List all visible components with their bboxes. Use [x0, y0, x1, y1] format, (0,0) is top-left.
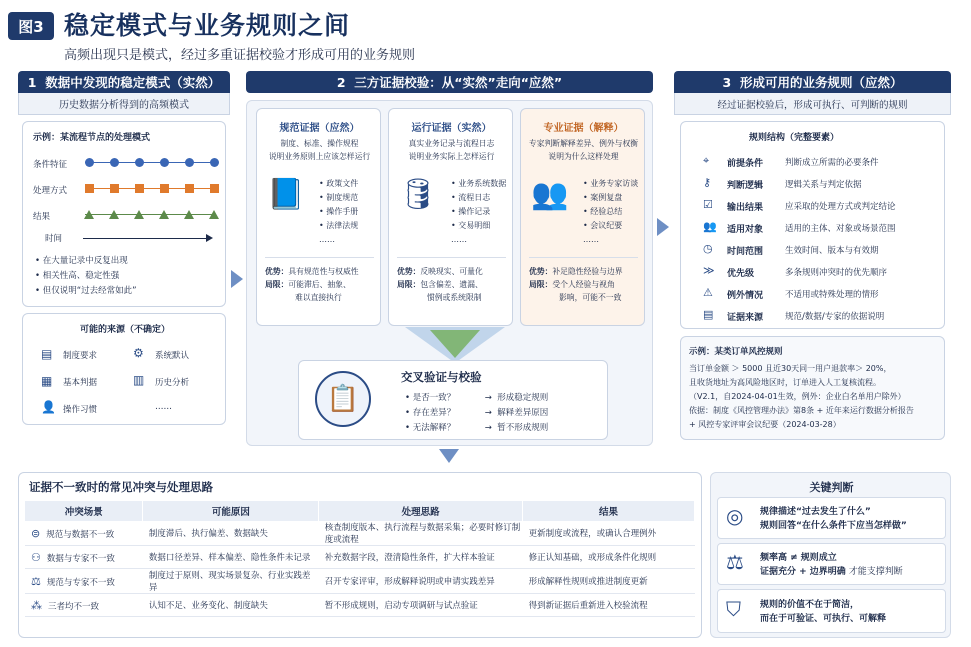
conflict-result: 修正认知基础，或形成条件化规则 — [523, 546, 695, 569]
result-triangle — [84, 210, 94, 219]
conflict-reason: 制度滞后、执行偏差、数据缺失 — [143, 521, 319, 546]
column-3-header — [674, 71, 951, 93]
rule-item — [681, 174, 946, 194]
bullet-3: • 但仅说明“过去经常如此” — [35, 286, 137, 296]
gear-icon: ⚙ — [133, 346, 144, 360]
conflict-approach: 补充数据字段，澄清隐性条件，扩大样本验证 — [319, 546, 523, 569]
condition-dot — [160, 158, 169, 167]
conflict-col-scene: 冲突场景 — [25, 501, 143, 521]
column-3-number: 3 — [722, 74, 732, 90]
conflict-title: 证据不一致时的常见冲突与处理思路 — [29, 480, 213, 494]
evidence-card-desc: 制度、标准、操作规程 说明业务原则上应该怎样运行 — [268, 139, 371, 161]
conflict-scene: ⁂ 三者均不一致 — [25, 594, 143, 617]
document-icon: ▤ — [703, 308, 714, 321]
column-1-subheader: 历史数据分析得到的高频模式 — [18, 93, 230, 115]
rule-item-key: 前提条件 — [727, 159, 764, 169]
conflict-approach: 召开专家评审，形成解释说明或申请实践差异 — [319, 569, 523, 594]
time-arrow-icon — [206, 234, 213, 242]
rule-example-line-1: 当订单金额 ＞ 5000 且近30天同一用户退款率＞ 20%， — [689, 364, 892, 373]
figure-badge: 图3 — [8, 12, 54, 40]
arrow-down-icon — [439, 449, 459, 463]
conflict-result: 更新制度或流程，或确认合理例外 — [523, 521, 695, 546]
row-label-method: 处理方式 — [33, 186, 68, 196]
evidence-item: • 业务专家访谈 — [583, 179, 639, 188]
conflict-result: 得到新证据后重新进入校验流程 — [523, 594, 695, 617]
evidence-item: …… — [583, 235, 599, 244]
rule-item-key: 适用对象 — [727, 225, 764, 235]
pattern-bullets — [35, 254, 137, 299]
rule-item-key: 优先级 — [727, 269, 755, 279]
conflict-reason: 认知不足、业务变化、制度缺失 — [143, 594, 319, 617]
evidence-item: • 会议纪要 — [583, 221, 623, 230]
rule-item-value: 适用的主体、对象或场景范围 — [785, 224, 896, 234]
method-square — [110, 184, 119, 193]
key-item-3-text: 规则的价值不在于简洁， 而在于可验证、可执行、可解释 — [760, 600, 887, 624]
evidence-card-proscons: 优势：具有规范性与权威性 局限：可能滞后、抽象、 难以直接执行 — [265, 267, 359, 302]
conflict-scene: ⚇ 数据与专家不一致 — [25, 546, 143, 569]
arrow-right-icon-1 — [231, 270, 243, 288]
evidence-card-2 — [388, 108, 513, 326]
rule-example-line-3: （V2.1，自2024-04-01生效，例外：企业白名单用户除外） — [689, 392, 906, 401]
evidence-item: • 业务系统数据 — [451, 179, 507, 188]
target-icon: ◎ — [726, 504, 744, 528]
conflict-row — [25, 546, 695, 569]
rule-item-value: 逻辑关系与判定依据 — [785, 180, 862, 190]
pattern-example-panel — [22, 121, 226, 307]
evidence-card-title: 规范证据（应然） — [279, 123, 360, 134]
key-item-1 — [717, 497, 946, 539]
checklist-icon: ☑ — [703, 198, 713, 211]
page-title: 稳定模式与业务规则之间 — [64, 11, 351, 40]
people-icon: 👥 — [703, 220, 717, 233]
column-2 — [246, 71, 653, 93]
rule-item — [681, 152, 946, 172]
rule-example-title: 示例：某类订单风控规则 — [689, 347, 783, 357]
source-more: …… — [155, 402, 172, 412]
divider — [529, 257, 638, 258]
evidence-card-proscons: 优势：反映现实、可量化 局限：包含偏差、遗漏、 惯例或系统限制 — [397, 267, 483, 302]
pattern-row-line — [85, 162, 215, 163]
conflict-row — [25, 521, 695, 546]
scale-check-icon: ⊜ — [31, 526, 41, 540]
rule-item — [681, 306, 946, 326]
result-triangle — [184, 210, 194, 219]
person-data-icon: ⚇ — [31, 550, 41, 564]
rule-item-key: 输出结果 — [727, 203, 764, 213]
conflict-col-approach: 处理思路 — [319, 501, 523, 521]
column-1 — [18, 71, 230, 115]
clock-icon: ◷ — [703, 242, 713, 255]
evidence-card-items — [319, 177, 358, 247]
arrow-right-icon-2 — [657, 218, 669, 236]
evidence-card-title: 运行证据（实然） — [411, 123, 492, 134]
conflict-panel — [18, 472, 702, 638]
page-subtitle: 高频出现只是模式，经过多重证据校验才形成可用的业务规则 — [64, 48, 416, 63]
evidence-item: • 流程日志 — [451, 193, 491, 202]
cross-validation-title: 交叉验证与校验 — [401, 370, 482, 384]
column-2-number: 2 — [336, 74, 346, 90]
conflict-row — [25, 569, 695, 594]
rule-item-key: 证据来源 — [727, 313, 764, 323]
bar-chart-icon: ▥ — [133, 373, 145, 387]
row-label-result: 结果 — [33, 212, 51, 222]
evidence-item: • 案例复盘 — [583, 193, 623, 202]
evidence-card-3 — [520, 108, 645, 326]
evidence-card-title: 专业证据（解释） — [543, 123, 624, 134]
rule-item-value: 应采取的处理方式或判定结论 — [785, 202, 896, 212]
evidence-card-items — [451, 177, 506, 247]
person-icon: 👤 — [41, 400, 56, 414]
key-item-3 — [717, 589, 946, 633]
key-item-1-text: 规律描述“过去发生了什么” 规则回答“在什么条件下应当怎样做” — [760, 507, 907, 531]
key-judgment-panel — [710, 472, 951, 638]
method-square — [85, 184, 94, 193]
evidence-item: • 制度规范 — [319, 193, 359, 202]
evidence-item: • 经验总结 — [583, 207, 623, 216]
key-judgment-title: 关键判断 — [809, 481, 854, 494]
cross-validation-list — [405, 391, 548, 436]
pattern-example-title: 示例：某流程节点的处理模式 — [33, 133, 151, 143]
evidence-item: …… — [319, 235, 335, 244]
result-triangle — [109, 210, 119, 219]
rule-example-line-2: 且收货地址为高风险地区时，订单进入人工复核流程。 — [689, 378, 881, 387]
source-history: 历史分析 — [155, 378, 190, 388]
conflict-scene: ⚖ 规范与专家不一致 — [25, 569, 143, 594]
sources-title: 可能的来源（不确定） — [79, 325, 170, 335]
conflict-scene: ⊜ 规范与数据不一致 — [25, 521, 143, 546]
method-square — [135, 184, 144, 193]
conflict-approach: 核查制度版本、执行流程与数据采集；必要时修订制度或流程 — [319, 521, 523, 546]
rule-item — [681, 262, 946, 282]
rule-example-panel — [680, 336, 945, 440]
result-triangle — [159, 210, 169, 219]
rule-item — [681, 240, 946, 260]
rule-item — [681, 196, 946, 216]
evidence-card-desc: 专家判断解释差异、例外与权衡 说明为什么这样处理 — [528, 139, 639, 161]
source-system-default: 系统默认 — [155, 351, 190, 361]
conflict-approach: 暂不形成规则，启动专项调研与试点验证 — [319, 594, 523, 617]
book-icon: 📘 — [267, 177, 305, 212]
cross-item-1: • 是否一致？ → 形成稳定规则 — [405, 393, 549, 403]
source-basis: 基本判据 — [63, 378, 98, 388]
evidence-card-desc: 真实业务记录与流程日志 说明业务实际上怎样运行 — [408, 139, 495, 161]
result-triangle — [134, 210, 144, 219]
clipboard-check-icon: 📋 — [315, 371, 371, 427]
cross-item-2: • 存在差异？ → 解释差异原因 — [405, 408, 549, 418]
key-icon: ⚷ — [703, 176, 712, 189]
database-icon: 🛢 — [399, 177, 438, 212]
method-square — [210, 184, 219, 193]
rule-structure-title: 规则结构（完整要素） — [749, 133, 840, 143]
conflict-reason: 数据口径差异、样本偏差、隐性条件未记录 — [143, 546, 319, 569]
row-label-condition: 条件特征 — [33, 160, 68, 170]
rule-item-key: 判断逻辑 — [727, 181, 764, 191]
experts-icon: 👥 — [531, 177, 569, 212]
evidence-card-1 — [256, 108, 381, 326]
evidence-item: • 政策文件 — [319, 179, 359, 188]
rule-example-text — [689, 362, 941, 432]
column-3 — [674, 71, 951, 115]
sources-panel — [22, 313, 226, 425]
column-1-title: 数据中发现的稳定模式（实然） — [45, 75, 221, 90]
cross-validation-panel — [298, 360, 608, 440]
conflict-header-row — [25, 501, 695, 521]
evidence-item: • 法律法规 — [319, 221, 359, 230]
converge-arrow-inner-icon — [430, 330, 480, 358]
rule-item-value: 规范/数据/专家的依据说明 — [785, 312, 885, 322]
method-square — [185, 184, 194, 193]
result-triangle — [209, 210, 219, 219]
evidence-card-proscons: 优势：补足隐性经验与边界 局限：受个人经验与视角 影响，可能不一致 — [529, 267, 623, 302]
cross-item-3: • 无法解释？ → 暂不形成规则 — [405, 423, 549, 433]
conflict-table — [25, 501, 695, 617]
rule-item-value: 判断成立所需的必要条件 — [785, 158, 879, 168]
divider — [265, 257, 374, 258]
source-institution: 制度要求 — [63, 351, 98, 361]
column-3-title: 形成可用的业务规则（应然） — [739, 75, 903, 90]
conflict-row — [25, 594, 695, 617]
rule-structure-panel — [680, 121, 945, 329]
bullet-2: • 相关性高、稳定性强 — [35, 271, 120, 281]
conflict-reason: 制度过于原则、现实场景复杂、行业实践差异 — [143, 569, 319, 594]
column-1-header — [18, 71, 230, 93]
rule-example-line-4: 依据：制度《风控管理办法》第8条 + 近年来运行数据分析报告 — [689, 406, 914, 415]
rule-item — [681, 218, 946, 238]
conflict-col-reason: 可能原因 — [143, 501, 319, 521]
method-square — [160, 184, 169, 193]
condition-dot — [185, 158, 194, 167]
column-2-title: 三方证据校验：从“实然”走向“应然” — [354, 75, 563, 90]
evidence-item: • 操作记录 — [451, 207, 491, 216]
rule-item-key: 例外情况 — [727, 291, 764, 301]
priority-icon: ≫ — [703, 264, 715, 277]
rule-item — [681, 284, 946, 304]
condition-dot — [135, 158, 144, 167]
bullet-1: • 在大量记录中反复出现 — [35, 256, 128, 266]
divider — [397, 257, 506, 258]
map-pin-icon: ⌖ — [703, 154, 710, 167]
condition-dot — [110, 158, 119, 167]
evidence-card-items — [583, 177, 638, 247]
rule-item-value: 生效时间、版本与有效期 — [785, 246, 879, 256]
row-label-time: 时间 — [45, 234, 63, 244]
key-item-2-text: 频率高 ≠ 规则成立 证据充分 + 边界明确 才能支撑判断 — [760, 553, 903, 577]
column-3-subheader: 经过证据校验后，形成可执行、可判断的规则 — [674, 93, 951, 115]
key-item-2 — [717, 543, 946, 585]
conflict-col-result: 结果 — [523, 501, 695, 521]
warning-icon: ⚠ — [703, 286, 713, 299]
scale-icon: ⚖ — [726, 550, 744, 574]
conflict-result: 形成解释性规则或推进制度更新 — [523, 569, 695, 594]
rule-item-key: 时间范围 — [727, 247, 764, 257]
group-icon: ⁂ — [31, 598, 42, 612]
evidence-item: …… — [451, 235, 467, 244]
pattern-grid — [23, 122, 227, 252]
document-icon: ▦ — [41, 374, 53, 388]
document-check-icon: ▤ — [41, 347, 53, 361]
rule-item-value: 不适用或特殊处理的情形 — [785, 290, 879, 300]
scale-person-icon: ⚖ — [31, 574, 41, 588]
rule-example-line-5: + 风控专家评审会议纪要（2024-03-28） — [689, 420, 841, 429]
source-habit: 操作习惯 — [63, 405, 98, 415]
pattern-row-line — [85, 214, 215, 215]
evidence-item: • 操作手册 — [319, 207, 359, 216]
column-2-header — [246, 71, 653, 93]
condition-dot — [85, 158, 94, 167]
column-1-number: 1 — [27, 74, 37, 90]
shield-check-icon: ⛉ — [726, 597, 741, 621]
evidence-item: • 交易明细 — [451, 221, 491, 230]
pattern-row-line — [85, 188, 215, 189]
rule-item-value: 多条规则冲突时的优先顺序 — [785, 268, 888, 278]
condition-dot — [210, 158, 219, 167]
time-axis — [83, 238, 208, 239]
